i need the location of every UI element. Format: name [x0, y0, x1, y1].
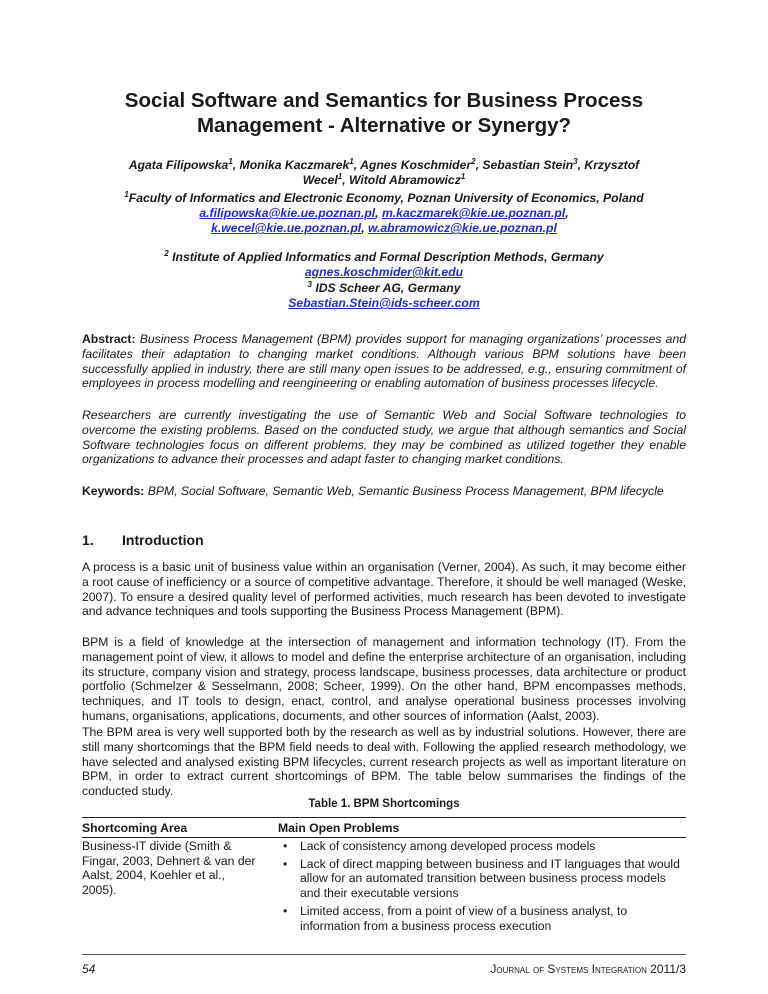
list-item: • Lack of direct mapping between business and IT languages that would allow for an automated transition between business process models and their executable versions — [300, 857, 686, 901]
keywords: Keywords: BPM, Social Software, Semantic Web, Semantic Business Process Management, BPM lifecycle — [82, 484, 664, 498]
intro-paragraph-3: The BPM area is very well supported both by the research as well as by industrial solutions. However, there are still many shortcomings that the BPM field needs to deal with. Following the applied research methodology, we have selected and analysed existing BPM lifecycles, current research projects as well as important literature on BPM, in order to extract current shortcomings of BPM. The table below summarises the findings of the conducted study. — [82, 725, 686, 799]
intro-paragraph-2: BPM is a field of knowledge at the intersection of management and information technology (IT). From the management point of view, it allows to model and define the enterprise architecture of an organisation, including its structure, company vision and strategy, process landscape, business processes, data architecture or product portfolio (Schmelzer & Sesselmann, 2008; Scheer, 1999). On the other hand, BPM encompasses methods, techniques, and IT tools to design, enact, control, and analyse operational business processes involving humans, organisations, applications, documents, and other sources of information (Aalst, 2003). — [82, 635, 686, 723]
footer-divider — [82, 954, 686, 955]
affiliation-2: $^2$ Institute of Applied Informatics and Formal Description Methods, Germany agnes.koschmider@kit.edu — [164, 248, 604, 279]
table-cell — [268, 837, 686, 937]
email-link[interactable]: m.kaczmarek@kie.ue.poznan.pl — [381, 206, 566, 220]
email-link[interactable]: w.abramowicz@kie.ue.poznan.pl — [367, 221, 557, 235]
email-link[interactable]: k.wecel@kie.ue.poznan.pl — [211, 221, 362, 235]
email-link[interactable]: agnes.koschmider@kit.edu — [304, 265, 464, 279]
table-row — [82, 837, 686, 937]
page-number: 54 — [82, 962, 96, 976]
paper-title: Social Software and Semantics for Business Process Management - Alternative or Synergy? — [124, 89, 644, 137]
abstract-label: Abstract: — [82, 332, 136, 346]
abstract-paragraph-2: Researchers are currently investigating the use of Semantic Web and Social Software technologies to overcome the existing problems. Based on the conducted study, we argue that although semantics and Social Software technologies focus on different problems, they may be combined as utilized together they enable organizations to advance their processes and adapt faster to changing market conditions. — [82, 408, 686, 467]
email-link[interactable]: Sebastian.Stein@ids-scheer.com — [288, 296, 480, 310]
affiliation-3: $^3$ IDS Scheer AG, Germany Sebastian.Stein@ids-scheer.com — [288, 279, 480, 310]
keywords-label: Keywords: — [82, 484, 145, 498]
problem-list — [278, 839, 686, 934]
table-cell: Business-IT divide (Smith & Fingar, 2003, Dehnert & van der Aalst, 2004, Koehler et al., 2005). — [82, 838, 256, 898]
email-link[interactable]: a.filipowska@kie.ue.poznan.pl — [199, 206, 376, 220]
journal-name: Journal of Systems Integration 2011/3 — [490, 962, 686, 976]
author-list: Agata Filipowska$^1$, Monika Kaczmarek$^1$, Agnes Koschmider$^2$, Sebastian Stein$^3$, Krzysztof Wecel$^1$, Witold Abramowicz$^1$ — [128, 156, 640, 187]
table-caption: Table 1. BPM Shortcomings — [308, 798, 460, 810]
intro-paragraph-1: A process is a basic unit of business value within an organisation (Verner, 2004). As such, it may become either a root cause of inefficiency or a source of competitive advantage. Therefore, it should be well managed (Weske, 2007). To ensure a desired quality level of performed activities, much research has been devoted to investigate and advance techniques and tools supporting the Business Process Management (BPM). — [82, 560, 686, 619]
table-header-row — [82, 818, 686, 838]
bpm-shortcomings-table — [82, 817, 686, 938]
table-header-cell: Main Open Problems — [268, 818, 686, 838]
list-item: • Lack of consistency among developed process models — [300, 839, 686, 854]
section-heading: 1. Introduction — [82, 532, 204, 548]
list-item: • Limited access, from a point of view of a business analyst, to information from a business process execution — [300, 904, 686, 934]
table-header-cell: Shortcoming Area — [82, 818, 268, 838]
affiliation-1: $^1$Faculty of Informatics and Electronic Economy, Poznan University of Economics, Poland a.filipowska@kie.ue.poznan.pl, m.kaczmarek@kie.ue.poznan.pl, k.wecel@kie.ue.poznan.pl, w.abramowicz@kie.ue.poznan.pl — [124, 189, 644, 235]
abstract-paragraph-1: Abstract: Business Process Management (BPM) provides support for managing organizations’ processes and facilitates their adaptation to changing market conditions. Although various BPM solutions have been successfully applied in industry, there are still many open issues to be addressed, e.g., ensuring commitment of employees in process modelling and reengineering or enabling automation of business processes lifecycle. — [82, 332, 686, 391]
